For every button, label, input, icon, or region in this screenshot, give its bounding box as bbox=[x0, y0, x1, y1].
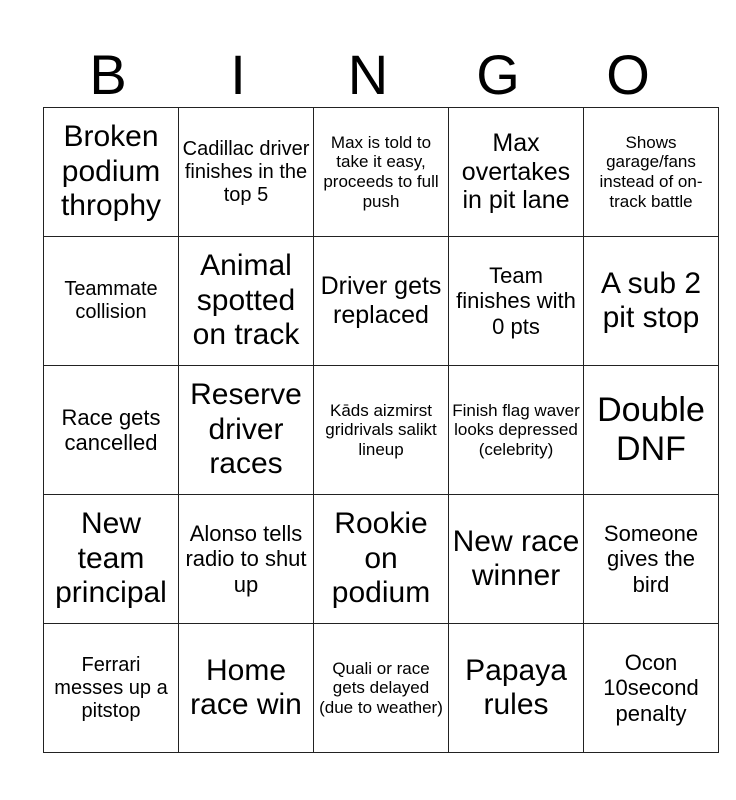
bingo-card bbox=[43, 107, 719, 753]
bingo-cell[interactable]: Reserve driver races bbox=[179, 366, 314, 495]
bingo-cell[interactable]: A sub 2 pit stop bbox=[584, 237, 719, 366]
bingo-row bbox=[44, 624, 719, 753]
bingo-cell[interactable]: Finish flag waver looks depressed (celebrity) bbox=[449, 366, 584, 495]
header-letter-o: O bbox=[606, 43, 650, 106]
bingo-cell[interactable]: Teammate collision bbox=[44, 237, 179, 366]
bingo-row bbox=[44, 237, 719, 366]
bingo-row bbox=[44, 495, 719, 624]
bingo-cell[interactable]: Papaya rules bbox=[449, 624, 584, 753]
header-letter-b: B bbox=[89, 43, 127, 106]
bingo-cell[interactable]: Double DNF bbox=[584, 366, 719, 495]
bingo-cell[interactable]: Ferrari messes up a pitstop bbox=[44, 624, 179, 753]
bingo-cell[interactable]: Ocon 10second penalty bbox=[584, 624, 719, 753]
bingo-cell[interactable]: Team finishes with 0 pts bbox=[449, 237, 584, 366]
bingo-row bbox=[44, 366, 719, 495]
bingo-cell[interactable]: Max is told to take it easy, proceeds to full push bbox=[314, 108, 449, 237]
bingo-cell[interactable]: Rookie on podium bbox=[314, 495, 449, 624]
bingo-cell[interactable]: Someone gives the bird bbox=[584, 495, 719, 624]
bingo-cell[interactable]: Broken podium throphy bbox=[44, 108, 179, 237]
bingo-cell[interactable]: Cadillac driver finishes in the top 5 bbox=[179, 108, 314, 237]
bingo-cell[interactable]: Driver gets replaced bbox=[314, 237, 449, 366]
bingo-row bbox=[44, 108, 719, 237]
bingo-cell[interactable]: Race gets cancelled bbox=[44, 366, 179, 495]
bingo-cell[interactable]: New race winner bbox=[449, 495, 584, 624]
bingo-cell[interactable]: New team principal bbox=[44, 495, 179, 624]
bingo-cell[interactable]: Kāds aizmirst gridrivals salikt lineup bbox=[314, 366, 449, 495]
bingo-cell[interactable]: Shows garage/fans instead of on-track battle bbox=[584, 108, 719, 237]
header-letter-n: N bbox=[347, 43, 389, 106]
bingo-header bbox=[43, 44, 693, 106]
bingo-cell[interactable]: Alonso tells radio to shut up bbox=[179, 495, 314, 624]
bingo-cell[interactable]: Home race win bbox=[179, 624, 314, 753]
bingo-cell[interactable]: Animal spotted on track bbox=[179, 237, 314, 366]
header-letter-g: G bbox=[476, 43, 520, 106]
bingo-cell[interactable]: Max overtakes in pit lane bbox=[449, 108, 584, 237]
header-letter-i: I bbox=[230, 43, 246, 106]
bingo-cell[interactable]: Quali or race gets delayed (due to weather) bbox=[314, 624, 449, 753]
